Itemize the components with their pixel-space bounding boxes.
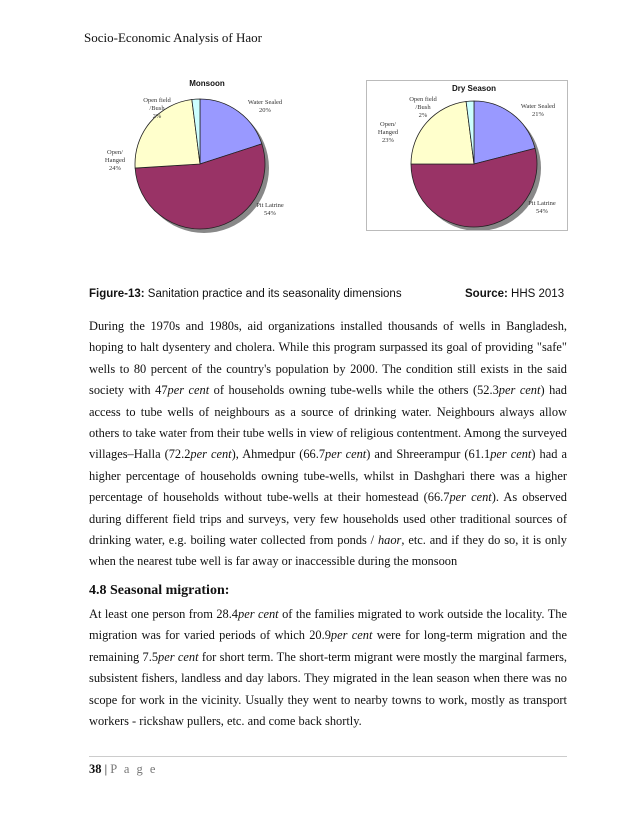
text-run: ) had access to tube wells of neighbours as a source of drinking water. Neighbours always allow others to take water from their tube wells in view of religious contentment. Among the surveyed villages–Halla (72.2 — [89, 383, 567, 462]
text-run: , etc. and if they do so, it is only when the nearest tube well is far away or inaccessible during the monsoon — [89, 533, 567, 569]
text-run: for short term. The short-term migrant were mostly the marginal farmers, subsistent fishers, landless and day labors. They migrated in the lean season when there was no scope for work in the vicinity. Usually they went to nearby towns to work, mostly as transport workers - rickshaw pullers, etc. and come back shortly. — [89, 649, 567, 729]
monsoon-pie-chart — [95, 74, 295, 244]
text-run: ), Ahmedpur (66.7 — [231, 447, 326, 462]
paragraph-seasonal-migration — [89, 604, 567, 732]
pie-slice-label: Pit Latrine 54% — [256, 202, 284, 217]
page-footer — [89, 762, 157, 777]
pie-slice — [135, 100, 200, 169]
italic-run: per cent — [238, 607, 279, 621]
pie-slice-label: Water Sealed 20% — [247, 99, 283, 114]
italic-run: per cent — [325, 447, 367, 462]
pie-slice-label: Water Sealed 21% — [520, 103, 556, 118]
text-run: At least one person from 28.4 — [89, 607, 239, 621]
figure-label: Figure-13: — [89, 288, 145, 300]
page-number: 38 — [89, 762, 102, 776]
italic-run: per cent — [498, 383, 541, 398]
text-run: of the families migrated to work outside the locality. The migration was for varied periods of which 20.9 — [89, 607, 567, 643]
figure-source — [465, 288, 564, 300]
italic-run: per cent — [190, 447, 232, 462]
text-run: ) and Shreerampur (61.1 — [366, 447, 491, 462]
text-run: ). As observed during different field trips and surveys, very few households used other traditional sources of drinking water, e.g. boiling water collected from ponds / — [89, 490, 567, 548]
pie-slice-label: Open field /Bush 2% — [143, 97, 171, 120]
paragraph-drinking-water — [89, 316, 567, 573]
text-run: were for long-term migration and the remaining 7.5 — [89, 628, 567, 664]
pie-title: Monsoon — [189, 79, 225, 88]
italic-run: per cent — [330, 628, 373, 643]
italic-run: per cent — [167, 383, 210, 398]
pie-title: Dry Season — [451, 84, 497, 93]
footer-divider — [89, 756, 567, 757]
dry-season-pie-chart — [366, 80, 566, 230]
page-word: P a g e — [110, 762, 158, 776]
pie-slice-label: Open/ Hanged 23% — [377, 121, 399, 144]
italic-run: per cent — [158, 649, 199, 664]
italic-run: haor — [377, 533, 402, 548]
footer-separator: | — [104, 762, 108, 776]
section-heading: 4.8 Seasonal migration: — [89, 583, 230, 598]
figure-caption-text: Sanitation practice and its seasonality dimensions — [147, 288, 402, 300]
text-run: ) had a higher percentage of households owning tube-wells, whilst in Dashghari there was a higher percentage of households without tube-wells at their homestead (66.7 — [89, 447, 567, 505]
italic-run: per cent — [449, 490, 492, 505]
italic-run: per cent — [490, 447, 532, 462]
pie-slice-label: Open/ Hanged 24% — [104, 149, 126, 172]
pie-slice-label: Open field /Bush 2% — [409, 96, 437, 119]
source-label: Source: — [465, 288, 508, 300]
running-header: Socio-Economic Analysis of Haor — [84, 30, 262, 45]
source-text: HHS 2013 — [511, 288, 565, 300]
text-run: During the 1970s and 1980s, aid organizations installed thousands of wells in Bangladesh, hoping to halt dysentery and cholera. While this program surpassed its goal of providing "safe" wells to 80 percent of the country's population by 2000. The condition still exists in the said society with 47 — [89, 319, 567, 398]
pie-slice-label: Pit Latrine 54% — [528, 200, 556, 215]
text-run: of households owning tube-wells while the others (52.3 — [209, 383, 499, 398]
figure-caption — [89, 288, 569, 300]
